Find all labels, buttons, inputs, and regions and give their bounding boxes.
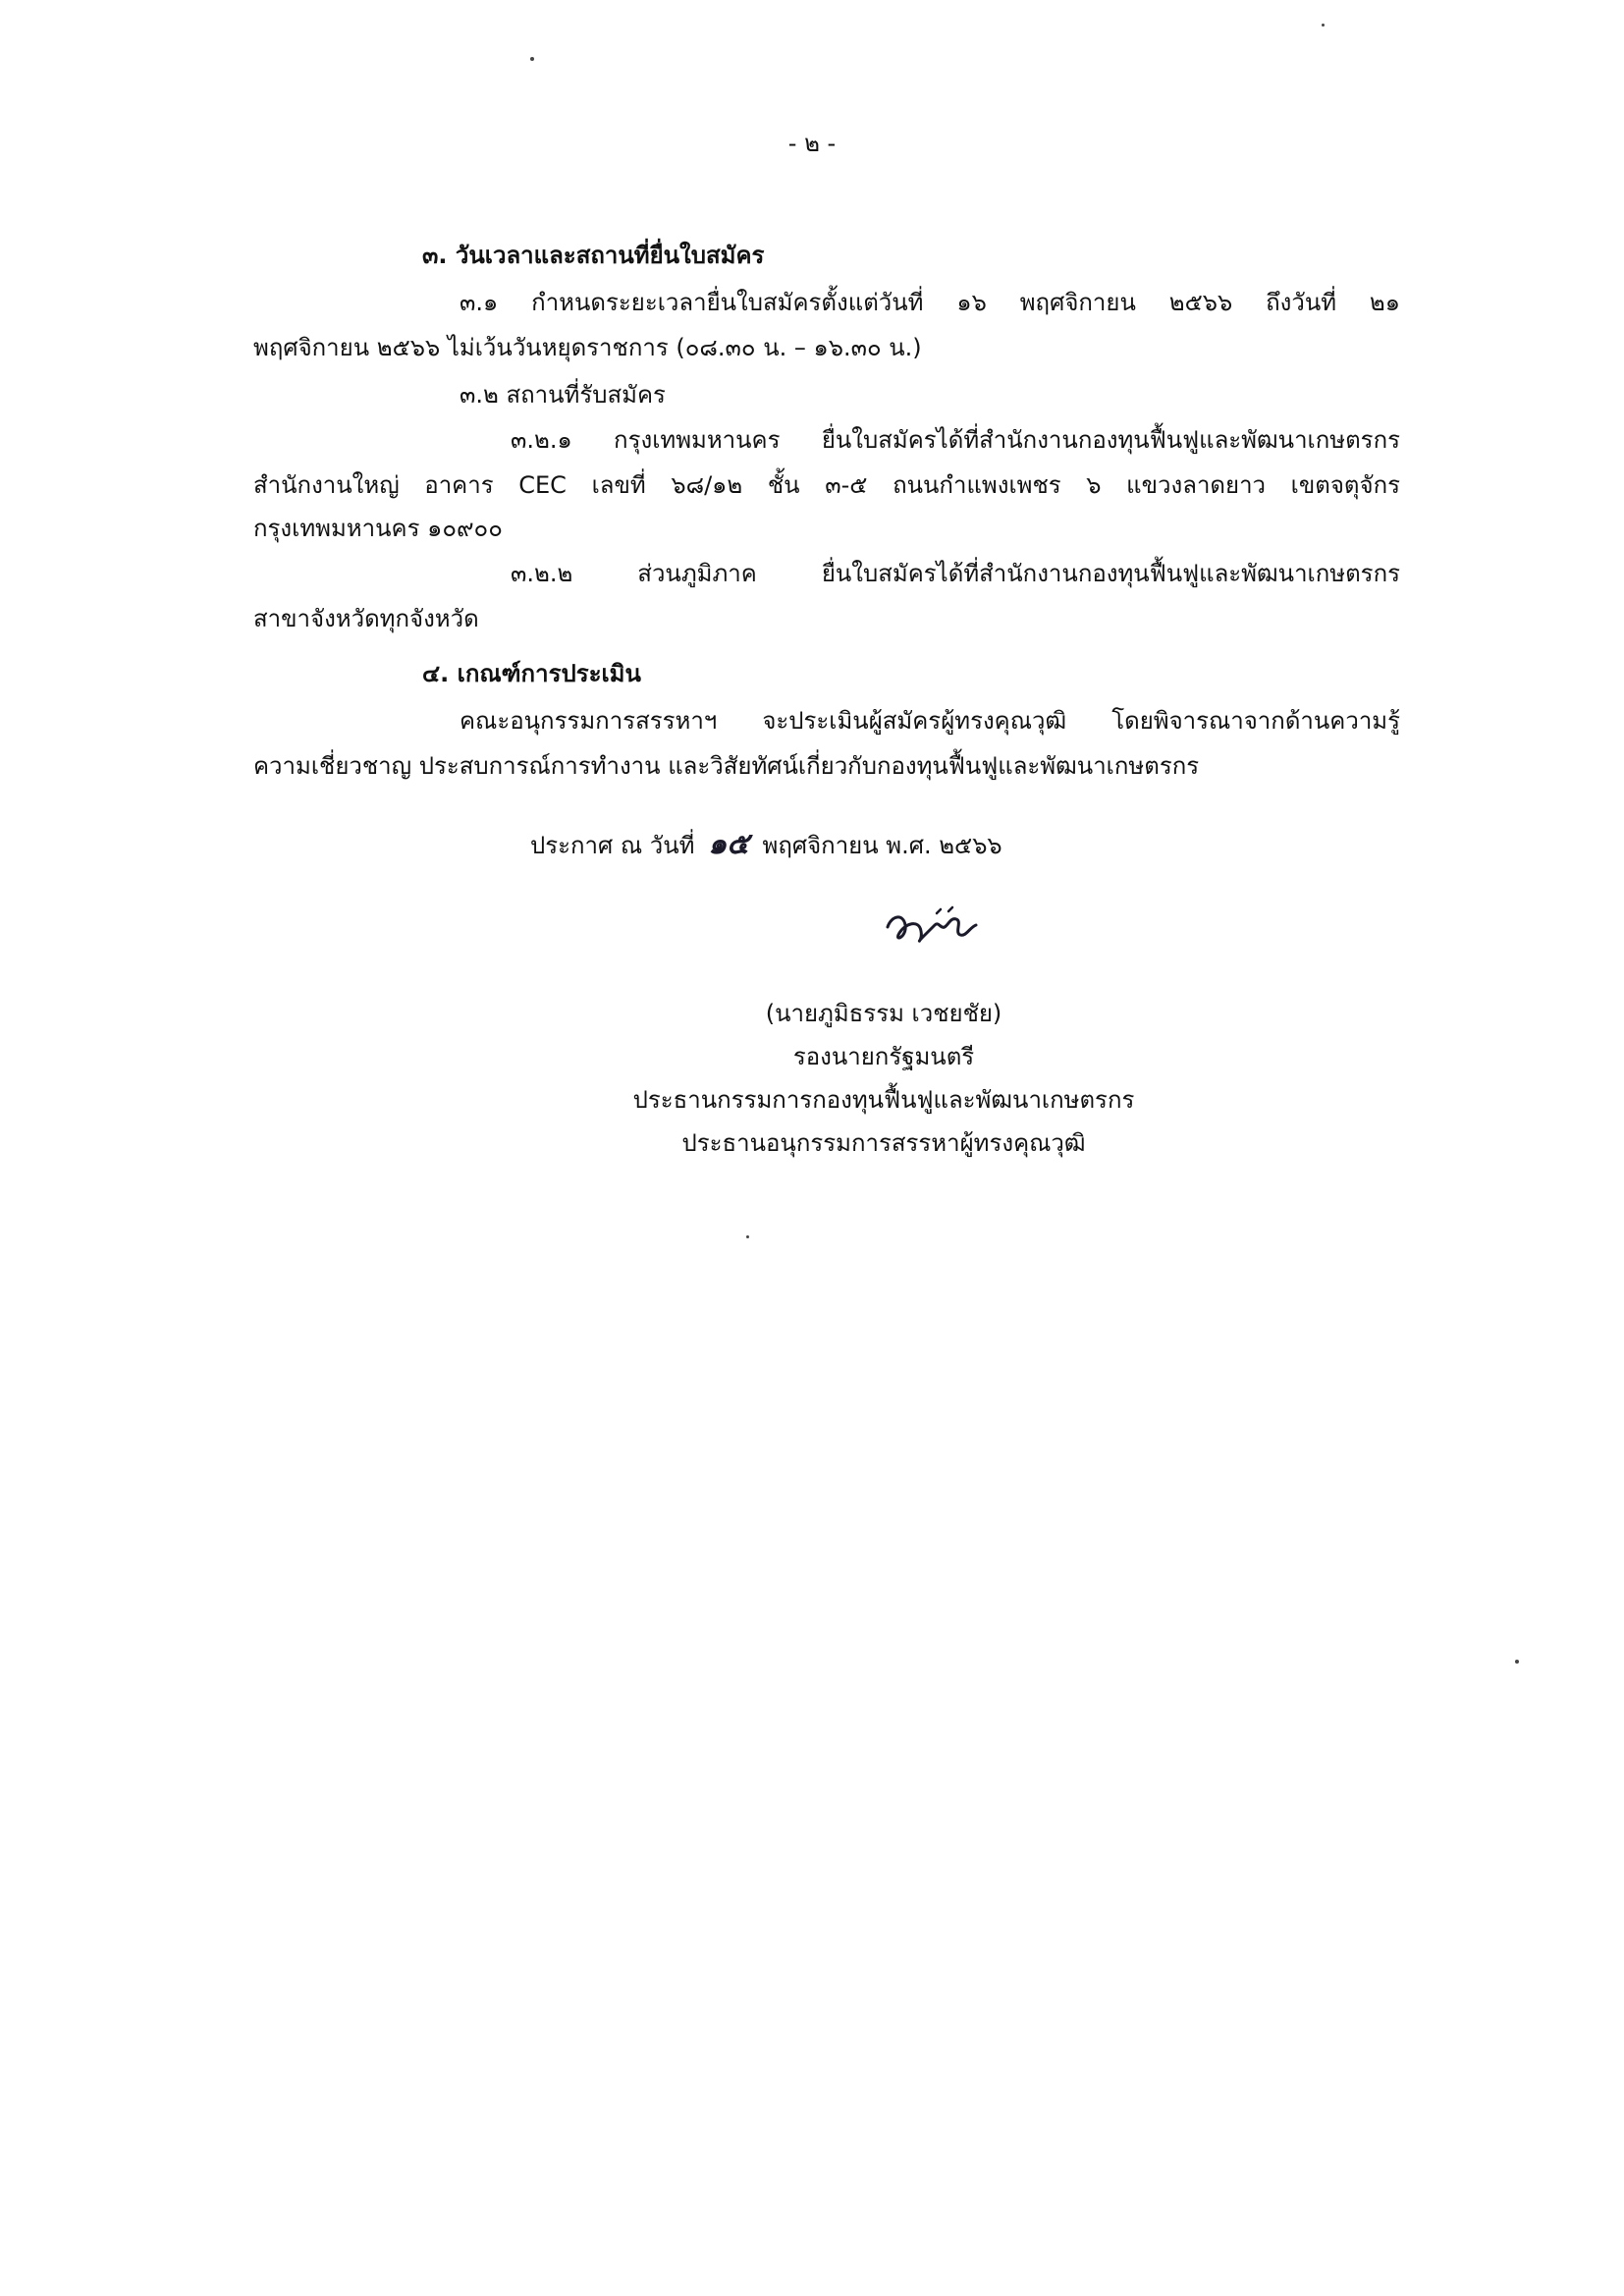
signature-image [880,898,998,957]
scan-speck [746,1235,749,1238]
item-3-1-line2: พฤศจิกายน ๒๕๖๖ ไม่เว้นวันหยุดราชการ (๐๘.๓๐ น. – ๑๖.๓๐ น.) [253,334,922,361]
item-3-2-1-line1: ๓.๒.๑ กรุงเทพมหานคร ยื่นใบสมัครได้ที่สำนักงานกองทุนฟื้นฟูและพัฒนาเกษตรกร [511,426,1400,454]
scan-speck [530,57,534,61]
signatory-block [550,992,1218,1165]
scan-speck [1515,1660,1519,1664]
announcement-suffix: พฤศจิกายน พ.ศ. ๒๕๖๖ [762,832,1002,859]
item-3-1-line1: ๓.๑ กำหนดระยะเวลายื่นใบสมัครตั้งแต่วันที่ ๑๖ พฤศจิกายน ๒๕๖๖ ถึงวันที่ ๒๑ [460,289,1400,316]
signatory-position-3: ประธานอนุกรรมการสรรหาผู้ทรงคุณวุฒิ [681,1129,1086,1157]
signatory-position-1: รองนายกรัฐมนตรี [792,1043,975,1070]
signatory-name: (นายภูมิธรรม เวชยชัย) [765,1000,1002,1027]
signatory-position-2: ประธานกรรมการกองทุนฟื้นฟูและพัฒนาเกษตรกร [632,1086,1135,1114]
scan-speck [1322,24,1325,27]
section4-body-line2: ความเชี่ยวชาญ ประสบการณ์การทำงาน และวิสัยทัศน์เกี่ยวกับกองทุนฟื้นฟูและพัฒนาเกษตรกร [253,752,1200,780]
item-3-2-1-line3: กรุงเทพมหานคร ๑๐๙๐๐ [253,515,503,542]
page-number: - ๒ - [787,130,837,157]
section3-heading: ๓. วันเวลาและสถานที่ยื่นใบสมัคร [422,242,765,269]
announcement-date [530,827,1002,863]
announcement-prefix: ประกาศ ณ วันที่ [530,832,695,859]
item-3-2-2-line1: ๓.๒.๒ ส่วนภูมิภาค ยื่นใบสมัครได้ที่สำนักงานกองทุนฟื้นฟูและพัฒนาเกษตรกร [511,560,1400,587]
item-3-2-2-line2: สาขาจังหวัดทุกจังหวัด [253,605,479,632]
item-3-2-heading: ๓.๒ สถานที่รับสมัคร [460,381,666,409]
item-3-2-1-line2: สำนักงานใหญ่ อาคาร CEC เลขที่ ๖๘/๑๒ ชั้น ๓-๕ ถนนกำแพงเพชร ๖ แขวงลาดยาว เขตจตุจักร [253,471,1400,499]
section4-body-line1: คณะอนุกรรมการสรรหาฯ จะประเมินผู้สมัครผู้ทรงคุณวุฒิ โดยพิจารณาจากด้านความรู้ [460,707,1400,735]
handwritten-day: ๑๕ [708,827,749,861]
section4-heading: ๔. เกณฑ์การประเมิน [422,660,641,687]
